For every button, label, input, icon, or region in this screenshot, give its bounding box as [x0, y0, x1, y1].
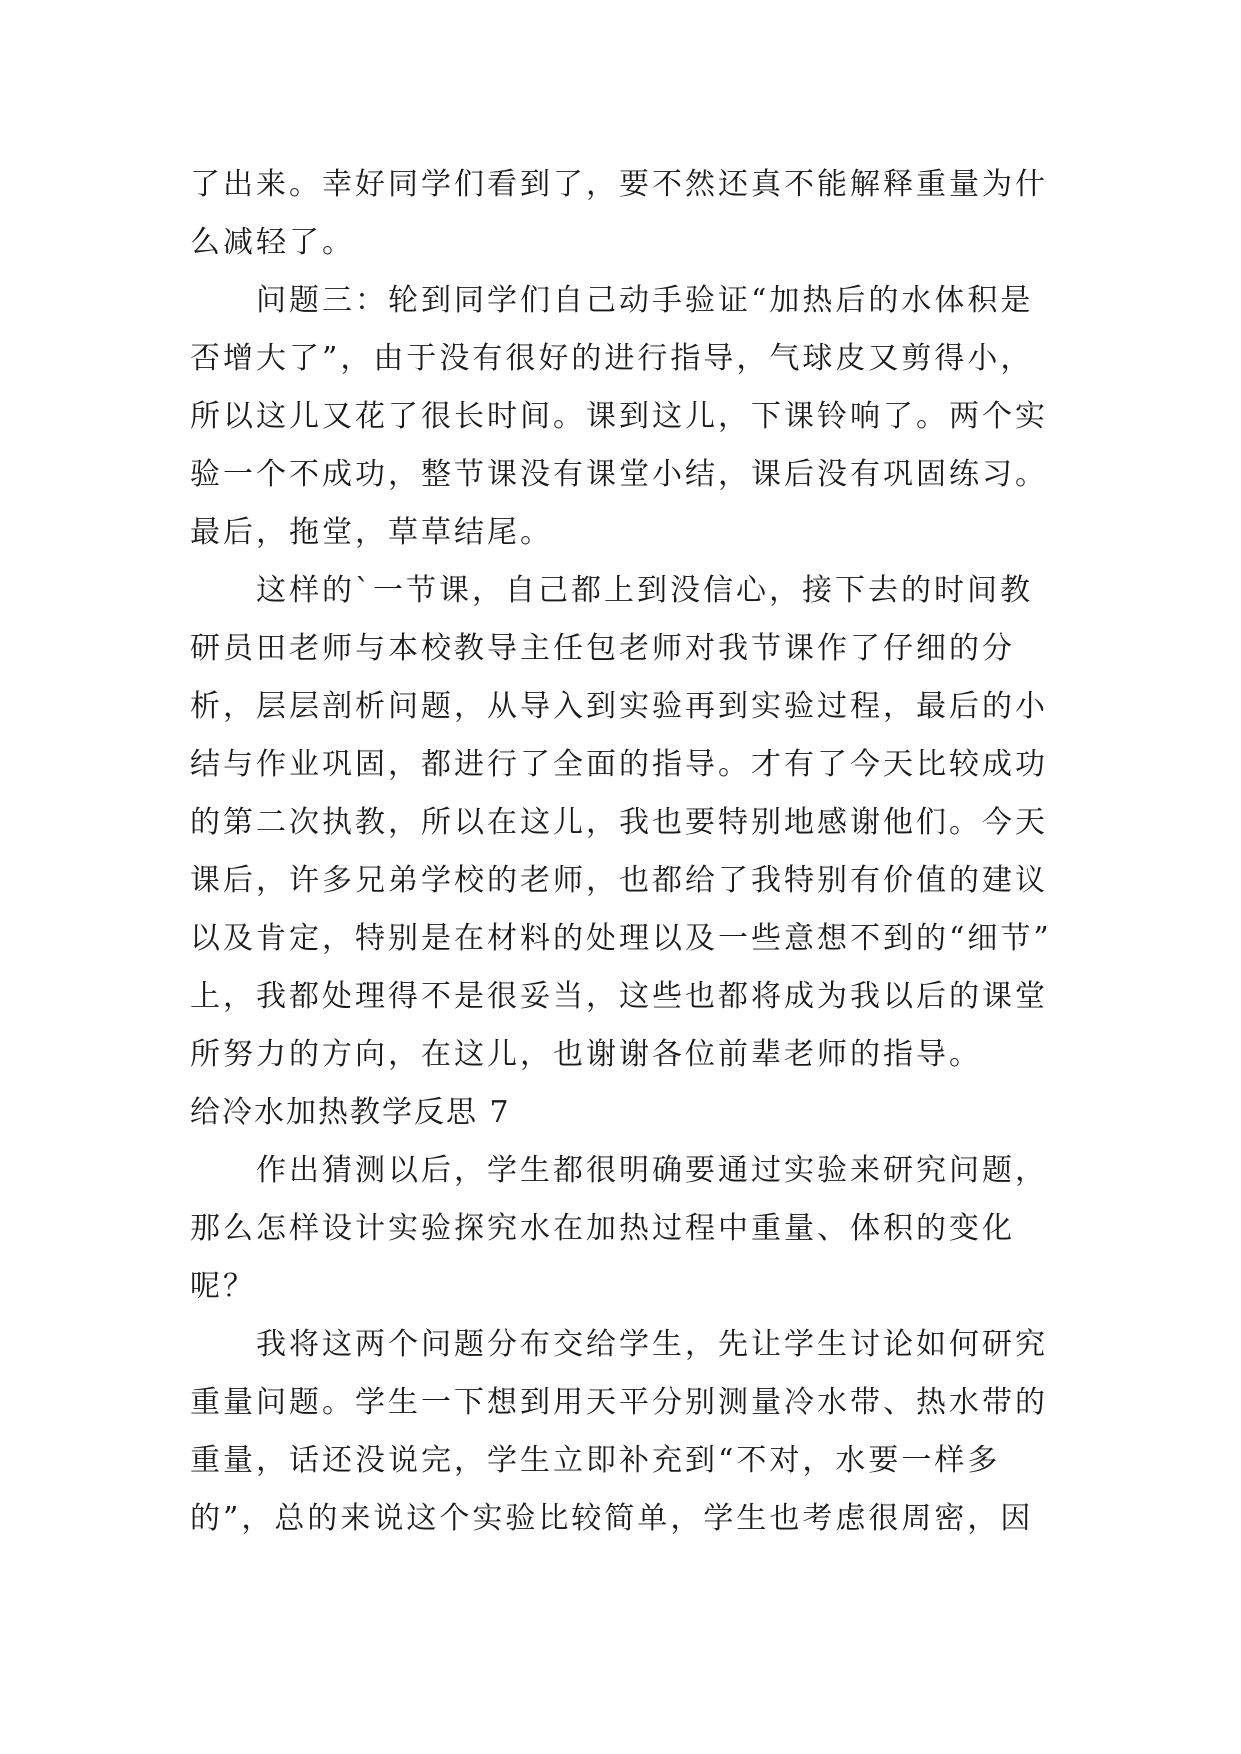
text-line: 重量问题。学生一下想到用天平分别测量冷水带、热水带的	[190, 1385, 1048, 1420]
paragraph-start-line: 我将这两个问题分布交给学生，先让学生讨论如何研究	[256, 1327, 1048, 1362]
text-line: 呢？	[190, 1269, 256, 1304]
document-body	[190, 156, 1070, 1548]
text-line: 的第二次执教，所以在这儿，我也要特别地感谢他们。今天	[190, 805, 1048, 840]
paragraph-start-line: 这样的`一节课，自己都上到没信心，接下去的时间教	[256, 573, 1033, 608]
text-line: 重量，话还没说完，学生立即补充到“不对，水要一样多	[190, 1443, 1001, 1478]
text-line: 上，我都处理得不是很妥当，这些也都将成为我以后的课堂	[190, 979, 1048, 1014]
text-line: 的”，总的来说这个实验比较简单，学生也考虑很周密，因	[190, 1501, 1034, 1536]
text-line: 最后，拖堂，草草结尾。	[190, 515, 553, 550]
text-line: 了出来。幸好同学们看到了，要不然还真不能解释重量为什	[190, 167, 1048, 202]
text-line: 那么怎样设计实验探究水在加热过程中重量、体积的变化	[190, 1211, 1015, 1246]
text-line: 课后，许多兄弟学校的老师，也都给了我特别有价值的建议	[190, 863, 1048, 898]
text-line: 以及肯定，特别是在材料的处理以及一些意想不到的“细节”	[190, 921, 1052, 956]
text-line: 验一个不成功，整节课没有课堂小结，课后没有巩固练习。	[190, 457, 1048, 492]
paragraph-start-line: 问题三：轮到同学们自己动手验证“加热后的水体积是	[256, 283, 1034, 318]
paragraph-start-line: 作出猜测以后，学生都很明确要通过实验来研究问题，	[256, 1153, 1048, 1188]
text-line: 结与作业巩固，都进行了全面的指导。才有了今天比较成功	[190, 747, 1048, 782]
text-line: 所努力的方向，在这儿，也谢谢各位前辈老师的指导。	[190, 1037, 982, 1072]
text-line: 所以这儿又花了很长时间。课到这儿，下课铃响了。两个实	[190, 399, 1048, 434]
text-line: 研员田老师与本校教导主任包老师对我节课作了仔细的分	[190, 631, 1015, 666]
text-line: 否增大了”，由于没有很好的进行指导，气球皮又剪得小，	[190, 341, 1034, 376]
section-heading: 给冷水加热教学反思 7	[190, 1095, 511, 1130]
text-line: 析，层层剖析问题，从导入到实验再到实验过程，最后的小	[190, 689, 1048, 724]
text-line: 么减轻了。	[190, 225, 355, 260]
